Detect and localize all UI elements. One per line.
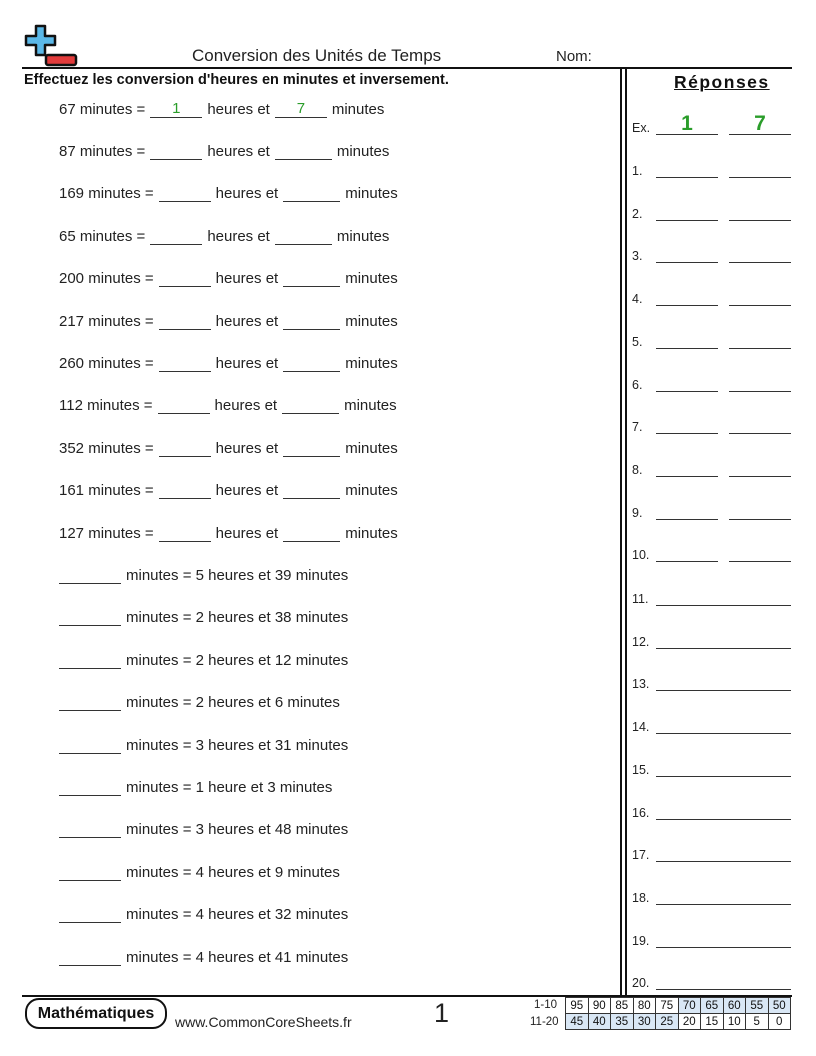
answer-row	[632, 885, 792, 905]
hours-blank	[150, 100, 202, 118]
problem-tail: minutes	[344, 397, 397, 415]
answer-line[interactable]	[656, 414, 718, 434]
answer-label: 6.	[632, 377, 643, 392]
answer-row	[632, 928, 792, 948]
answer-row	[632, 286, 792, 306]
page-number: 1	[434, 998, 450, 1028]
score-cell: 85	[611, 998, 634, 1014]
problem-tail: minutes	[345, 355, 398, 372]
minutes-blank[interactable]	[275, 227, 332, 245]
answer-line[interactable]	[656, 800, 791, 820]
answer-line[interactable]	[656, 714, 791, 734]
answer-label: 3.	[632, 249, 643, 264]
answer-line[interactable]	[656, 671, 791, 691]
total-minutes-blank[interactable]	[59, 863, 121, 881]
answer-row	[632, 586, 792, 606]
problem-lead: 112 minutes =	[59, 397, 153, 415]
hours-blank[interactable]	[150, 142, 202, 160]
problem-body	[54, 820, 348, 838]
answer-row	[632, 970, 792, 990]
problem-body	[54, 736, 348, 754]
problem-mid: heures et	[215, 270, 279, 288]
problem-body	[59, 396, 397, 414]
problem-mid: heures et	[215, 312, 279, 330]
problem-tail: minutes = 2 heures et 12 minutes	[126, 651, 349, 669]
answer-line[interactable]	[656, 586, 791, 606]
answer-label: 4.	[632, 292, 643, 307]
answer-row	[632, 243, 792, 263]
problem-tail: minutes	[336, 227, 390, 245]
problem-tail: minutes = 4 heures et 41 minutes	[126, 948, 349, 966]
instructions: Effectuez les conversion d'heures en minutes et inversement.	[24, 72, 449, 88]
page-title: Conversion des Unités de Temps	[192, 46, 442, 65]
answers-title: Réponses	[674, 72, 770, 92]
problem-tail: minutes = 4 heures et 32 minutes	[126, 906, 349, 924]
answer-line	[729, 112, 791, 135]
problem-tail: minutes = 2 heures et 6 minutes	[126, 694, 340, 712]
answer-line[interactable]	[729, 329, 791, 349]
score-row-1-label: 1-10	[534, 999, 558, 1011]
hours-blank[interactable]	[150, 227, 202, 245]
problem-mid: heures et	[215, 439, 279, 457]
problem-mid: heures et	[215, 482, 279, 500]
score-table	[565, 997, 791, 1030]
answer-line[interactable]	[729, 243, 791, 263]
minutes-blank[interactable]	[283, 481, 340, 499]
plus-minus-logo-icon	[22, 24, 80, 68]
problem-tail: minutes = 1 heure et 3 minutes	[126, 779, 333, 796]
answer-row	[632, 457, 792, 477]
problem-body	[54, 905, 348, 923]
problem-lead: 260 minutes =	[59, 355, 154, 372]
score-cell: 80	[633, 998, 656, 1014]
answer-label: 7.	[632, 420, 643, 435]
answer-label: 13.	[632, 677, 650, 692]
hours-blank[interactable]	[158, 396, 210, 414]
answer-row	[632, 842, 792, 862]
total-minutes-blank[interactable]	[59, 778, 121, 796]
hours-blank[interactable]	[159, 481, 211, 499]
score-cell: 0	[768, 1014, 791, 1030]
problem-tail: minutes = 3 heures et 31 minutes	[126, 736, 349, 754]
score-cell: 40	[588, 1014, 611, 1030]
answer-label: 16.	[632, 805, 650, 820]
problem-body	[59, 312, 398, 330]
problem-body	[59, 142, 389, 160]
score-cell: 50	[768, 998, 791, 1014]
answer-row	[632, 714, 792, 734]
answer-line[interactable]	[656, 158, 718, 178]
example-answer-2: 7	[754, 112, 766, 135]
problem-lead: 65 minutes =	[59, 227, 146, 245]
problem-lead: 200 minutes =	[59, 270, 154, 288]
score-cell: 15	[701, 1014, 724, 1030]
score-cell: 45	[566, 1014, 589, 1030]
answer-row	[632, 542, 792, 562]
answer-line[interactable]	[729, 158, 791, 178]
hours-blank[interactable]	[159, 524, 211, 542]
answer-line[interactable]	[656, 201, 718, 221]
example-minutes-answer: 7	[296, 100, 306, 117]
score-cell: 5	[746, 1014, 769, 1030]
hours-blank[interactable]	[159, 439, 211, 457]
problem-tail: minutes	[345, 270, 398, 288]
answer-line[interactable]	[656, 243, 718, 263]
score-cell: 55	[746, 998, 769, 1014]
problem-lead: 217 minutes =	[59, 312, 154, 330]
score-cell: 30	[633, 1014, 656, 1030]
score-cell: 35	[611, 1014, 634, 1030]
problem-tail: minutes	[345, 524, 398, 542]
total-minutes-blank[interactable]	[59, 566, 121, 584]
problem-body	[54, 778, 332, 796]
problem-mid: heures et	[215, 185, 279, 203]
hours-blank[interactable]	[159, 269, 211, 287]
example-hours-answer: 1	[172, 100, 181, 117]
answer-row	[632, 329, 792, 349]
answer-row	[632, 671, 792, 691]
answer-label: 1.	[632, 164, 643, 178]
answer-label: 20.	[632, 976, 650, 991]
score-cell: 10	[723, 1014, 746, 1030]
answer-label: 19.	[632, 933, 650, 948]
answer-label: 14.	[632, 720, 650, 735]
problem-tail: minutes	[331, 101, 385, 118]
problem-lead: 352 minutes =	[59, 439, 154, 457]
score-cell: 75	[656, 998, 679, 1014]
hours-blank[interactable]	[159, 184, 211, 202]
answer-line[interactable]	[656, 457, 718, 477]
answer-line[interactable]	[656, 629, 791, 649]
problem-lead: 87 minutes =	[59, 143, 146, 160]
total-minutes-blank[interactable]	[59, 736, 121, 754]
answer-row	[632, 414, 792, 434]
total-minutes-blank[interactable]	[59, 608, 121, 626]
problem-mid: heures et	[214, 397, 278, 415]
answer-label: 5.	[632, 334, 643, 349]
answer-line[interactable]	[729, 542, 791, 562]
score-cell: 95	[566, 998, 589, 1014]
problem-body	[59, 269, 398, 287]
answer-label: 17.	[632, 848, 650, 863]
answer-label: 8.	[632, 462, 643, 477]
answer-row	[632, 800, 792, 820]
problem-body	[59, 227, 389, 245]
problem-lead: 169 minutes =	[59, 185, 154, 203]
problem-tail: minutes	[345, 185, 398, 203]
problem-tail: minutes	[336, 143, 390, 160]
minutes-blank	[275, 100, 327, 118]
answer-label: 9.	[632, 505, 643, 520]
total-minutes-blank[interactable]	[59, 948, 121, 966]
answer-line[interactable]	[729, 414, 791, 434]
score-cell: 70	[678, 998, 701, 1014]
answer-row-example	[632, 112, 792, 135]
minutes-blank[interactable]	[283, 312, 340, 330]
brand-badge: Mathématiques	[25, 998, 167, 1029]
example-answer-1: 1	[681, 112, 693, 135]
answer-line[interactable]	[656, 500, 718, 520]
minutes-blank[interactable]	[283, 184, 340, 202]
answer-row	[632, 158, 792, 178]
problem-tail: minutes = 5 heures et 39 minutes	[126, 567, 349, 584]
problem-body	[59, 524, 398, 542]
minutes-blank[interactable]	[283, 354, 340, 372]
problem-mid: heures et	[207, 143, 270, 160]
column-divider	[620, 68, 622, 996]
minutes-blank[interactable]	[283, 524, 340, 542]
score-cell: 60	[723, 998, 746, 1014]
hours-blank[interactable]	[159, 354, 211, 372]
answer-line[interactable]	[656, 372, 718, 392]
problem-body	[54, 693, 340, 711]
answer-label: 11.	[632, 592, 649, 606]
answer-label: 10.	[632, 548, 650, 563]
answer-line[interactable]	[656, 842, 791, 862]
score-cell: 20	[678, 1014, 701, 1030]
score-cell: 65	[701, 998, 724, 1014]
problem-body	[59, 184, 398, 202]
answer-line[interactable]	[729, 372, 791, 392]
answer-line[interactable]	[729, 500, 791, 520]
problem-body	[59, 481, 398, 499]
minutes-blank[interactable]	[283, 439, 340, 457]
answer-line[interactable]	[656, 542, 718, 562]
problem-tail: minutes = 3 heures et 48 minutes	[126, 821, 349, 839]
site-url[interactable]: www.CommonCoreSheets.fr	[175, 1014, 352, 1030]
problem-lead: 67 minutes =	[59, 101, 146, 118]
problem-lead: 127 minutes =	[59, 524, 154, 542]
answer-line[interactable]	[656, 757, 791, 777]
answer-row	[632, 757, 792, 777]
answer-line[interactable]	[656, 286, 718, 306]
problem-body	[59, 439, 398, 457]
problem-body	[59, 354, 398, 372]
problem-body	[54, 608, 348, 626]
problem-body	[54, 948, 348, 966]
answer-line[interactable]	[656, 885, 791, 905]
answer-line[interactable]	[656, 970, 791, 990]
answer-line[interactable]	[656, 329, 718, 349]
problem-tail: minutes	[345, 439, 398, 457]
total-minutes-blank[interactable]	[59, 693, 121, 711]
problem-tail: minutes = 2 heures et 38 minutes	[126, 609, 349, 627]
problem-body	[54, 651, 348, 669]
answer-row	[632, 500, 792, 520]
hours-blank[interactable]	[159, 312, 211, 330]
answer-label: 15.	[632, 762, 650, 777]
problem-mid: heures et	[207, 101, 270, 118]
answer-row	[632, 201, 792, 221]
answer-label: Ex.	[632, 121, 651, 135]
problem-lead: 161 minutes =	[59, 482, 154, 500]
minutes-blank[interactable]	[283, 269, 340, 287]
score-row-2-label: 11-20	[530, 1016, 559, 1028]
problem-tail: minutes = 4 heures et 9 minutes	[126, 863, 340, 881]
name-label: Nom:	[556, 48, 592, 65]
total-minutes-blank[interactable]	[59, 905, 121, 923]
answer-label: 12.	[632, 634, 650, 649]
minutes-blank[interactable]	[282, 396, 339, 414]
answer-row	[632, 372, 792, 392]
column-divider	[625, 68, 627, 996]
answer-row	[632, 629, 792, 649]
problem-body	[54, 566, 348, 584]
score-cell: 90	[588, 998, 611, 1014]
header-rule	[22, 67, 792, 69]
total-minutes-blank[interactable]	[59, 651, 121, 669]
answer-line[interactable]	[729, 457, 791, 477]
problem-body	[54, 863, 340, 881]
answer-label: 2.	[632, 206, 643, 221]
answer-line[interactable]	[729, 286, 791, 306]
problem-tail: minutes	[345, 482, 398, 500]
score-cell: 25	[656, 1014, 679, 1030]
problem-mid: heures et	[215, 524, 279, 542]
answer-line[interactable]	[656, 928, 791, 948]
answer-label: 18.	[632, 890, 650, 905]
answer-line	[656, 112, 718, 135]
minutes-blank[interactable]	[275, 142, 332, 160]
problem-mid: heures et	[215, 355, 279, 372]
problem-tail: minutes	[345, 312, 398, 330]
total-minutes-blank[interactable]	[59, 820, 121, 838]
problem-mid: heures et	[207, 227, 270, 245]
answer-line[interactable]	[729, 201, 791, 221]
